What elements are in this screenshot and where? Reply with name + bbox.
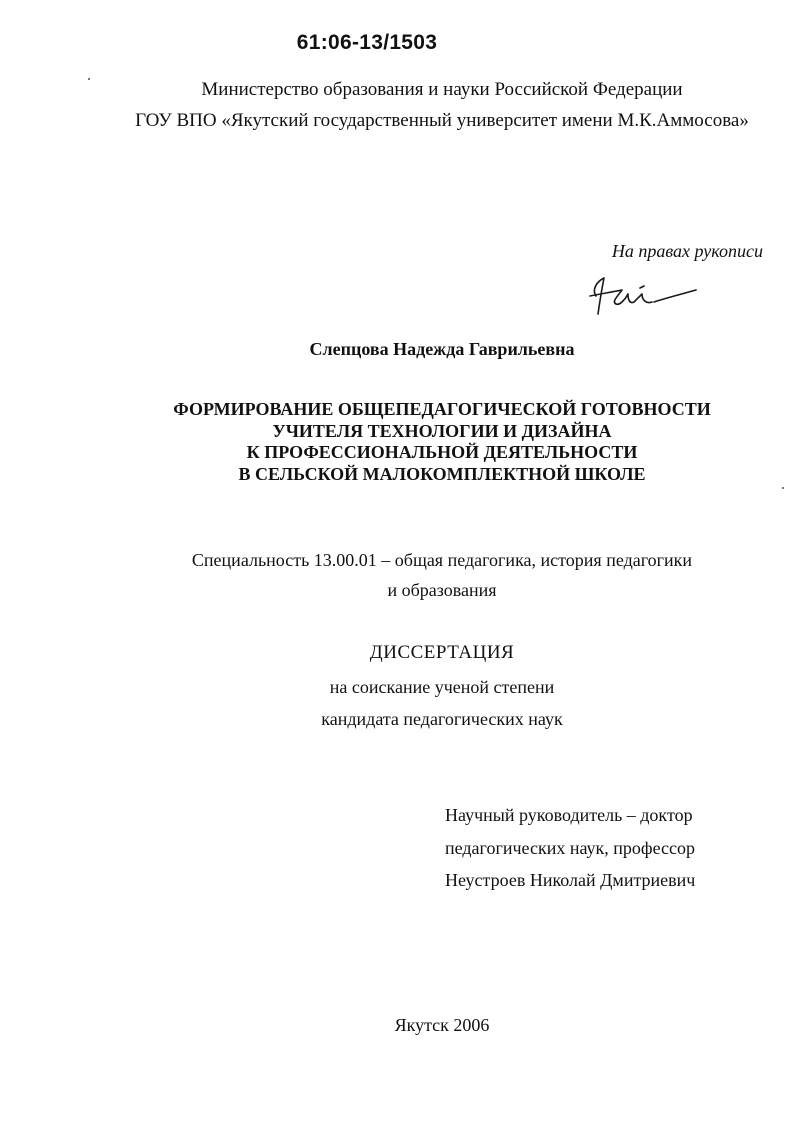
title-line: УЧИТЕЛЯ ТЕХНОЛОГИИ И ДИЗАЙНА — [272, 420, 612, 441]
document-type: ДИССЕРТАЦИЯ — [369, 642, 515, 663]
city-year: Якутск 2006 — [394, 1015, 490, 1035]
title-line: ФОРМИРОВАНИЕ ОБЩЕПЕДАГОГИЧЕСКОЙ ГОТОВНОСТИ — [173, 399, 711, 419]
scan-speck — [782, 487, 784, 489]
catalog-number: 61:06-13/1503 — [296, 31, 438, 54]
scan-speck — [88, 78, 90, 80]
specialty-line: Специальность 13.00.01 – общая педагогика, история педагогики — [191, 550, 693, 570]
manuscript-rights-note: На правах рукописи — [611, 241, 763, 261]
specialty-line: и образования — [387, 580, 497, 600]
university-name: ГОУ ВПО «Якутский государственный университет имени М.К.Аммосова» — [135, 110, 749, 131]
ministry-name: Министерство образования и науки Российской Федерации — [201, 79, 683, 100]
handwritten-signature — [582, 268, 702, 324]
title-line: В СЕЛЬСКОЙ МАЛОКОМПЛЕКТНОЙ ШКОЛЕ — [238, 463, 646, 484]
advisor-name: Неустроев Николай Дмитриевич — [445, 870, 696, 890]
advisor-line: Научный руководитель – доктор — [445, 805, 693, 825]
advisor-line: педагогических наук, профессор — [445, 838, 696, 858]
degree-line: на соискание ученой степени — [329, 677, 555, 697]
dissertation-title — [0, 399, 794, 485]
author-name: Слепцова Надежда Гаврильевна — [309, 339, 575, 359]
title-line: К ПРОФЕССИОНАЛЬНОЙ ДЕЯТЕЛЬНОСТИ — [246, 442, 638, 462]
degree-line: кандидата педагогических наук — [321, 709, 563, 729]
